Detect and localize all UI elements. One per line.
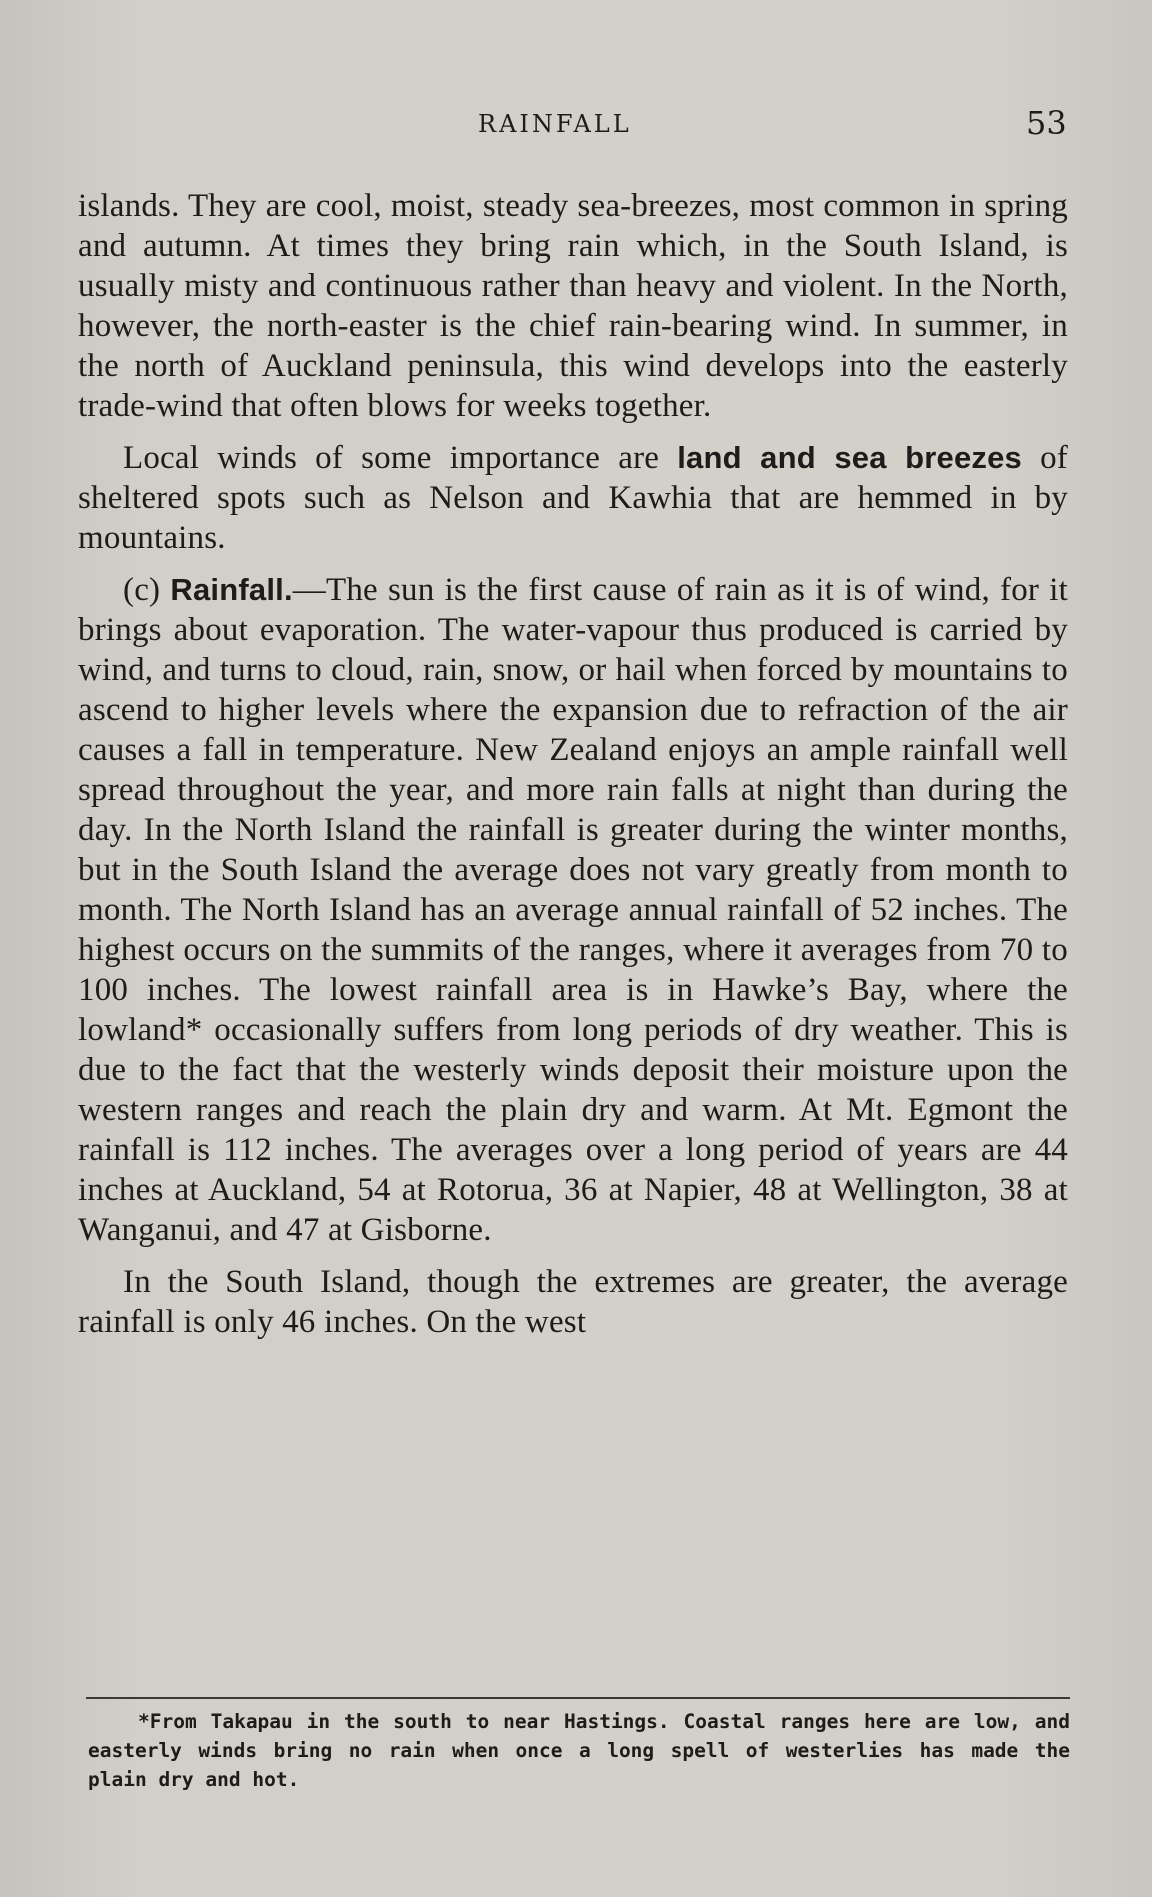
body-text (78, 186, 1068, 1342)
paragraph-continued: islands. They are cool, moist, steady sea-breezes, most common in spring and autumn. At times they bring rain which, in the South Island, is usually misty and continuous rather than heavy and violent. In the North, however, the north-easter is the chief rain-bearing wind. In summer, in the north of Auckland peninsula, this wind develops into the easterly trade-wind that often blows for weeks together. (78, 188, 1068, 424)
running-head (0, 104, 1152, 144)
section-label: (c) (123, 572, 171, 608)
bold-term-land-sea-breezes: land and sea breezes (677, 440, 1023, 475)
paragraph-text: of sheltered spots such as Nelson and Kawhia that are hemmed in by mountains. (78, 440, 1069, 556)
page-number: 53 (1026, 104, 1067, 142)
footnote-text: *From Takapau in the south to near Hastings. Coastal ranges here are low, and easterly winds bring no rain when once a long spell of westerlies has made the plain dry and hot. (88, 1710, 1070, 1791)
paragraph-rainfall (78, 570, 1068, 1250)
section-heading-rainfall: Rainfall. (170, 572, 293, 607)
paragraph-south-island: In the South Island, though the extremes are greater, the average rainfall is only 46 inches. On the west (78, 1264, 1068, 1340)
running-title: RAINFALL (478, 110, 632, 138)
paragraph-local-winds (78, 438, 1068, 558)
footnote (88, 1707, 1070, 1794)
footnote-divider (86, 1697, 1070, 1699)
paragraph-text: —The sun is the first cause of rain as it is of wind, for it brings about evaporation. The water-vapour thus produced is carried by wind, and turns to cloud, rain, snow, or hail when forced by mountains to ascend to higher levels where the expansion due to refraction of the air causes a fall in temperature. New Zealand enjoys an ample rainfall well spread throughout the year, and more rain falls at night than during the day. In the North Island the rainfall is greater during the winter months, but in the South Island the average does not vary greatly from month to month. The North Island has an average annual rainfall of 52 inches. The highest occurs on the summits of the ranges, where it averages from 70 to 100 inches. The lowest rainfall area is in Hawke’s Bay, where the lowland* occasionally suffers from long periods of dry weather. This is due to the fact that the westerly winds deposit their moisture upon the western ranges and reach the plain dry and warm. At Mt. Egmont the rainfall is 112 inches. The averages over a long period of years are 44 inches at Auckland, 54 at Rotorua, 36 at Napier, 48 at Wellington, 38 at Wanganui, and 47 at Gisborne. (78, 572, 1068, 1248)
paragraph-text: Local winds of some importance are (123, 440, 678, 476)
